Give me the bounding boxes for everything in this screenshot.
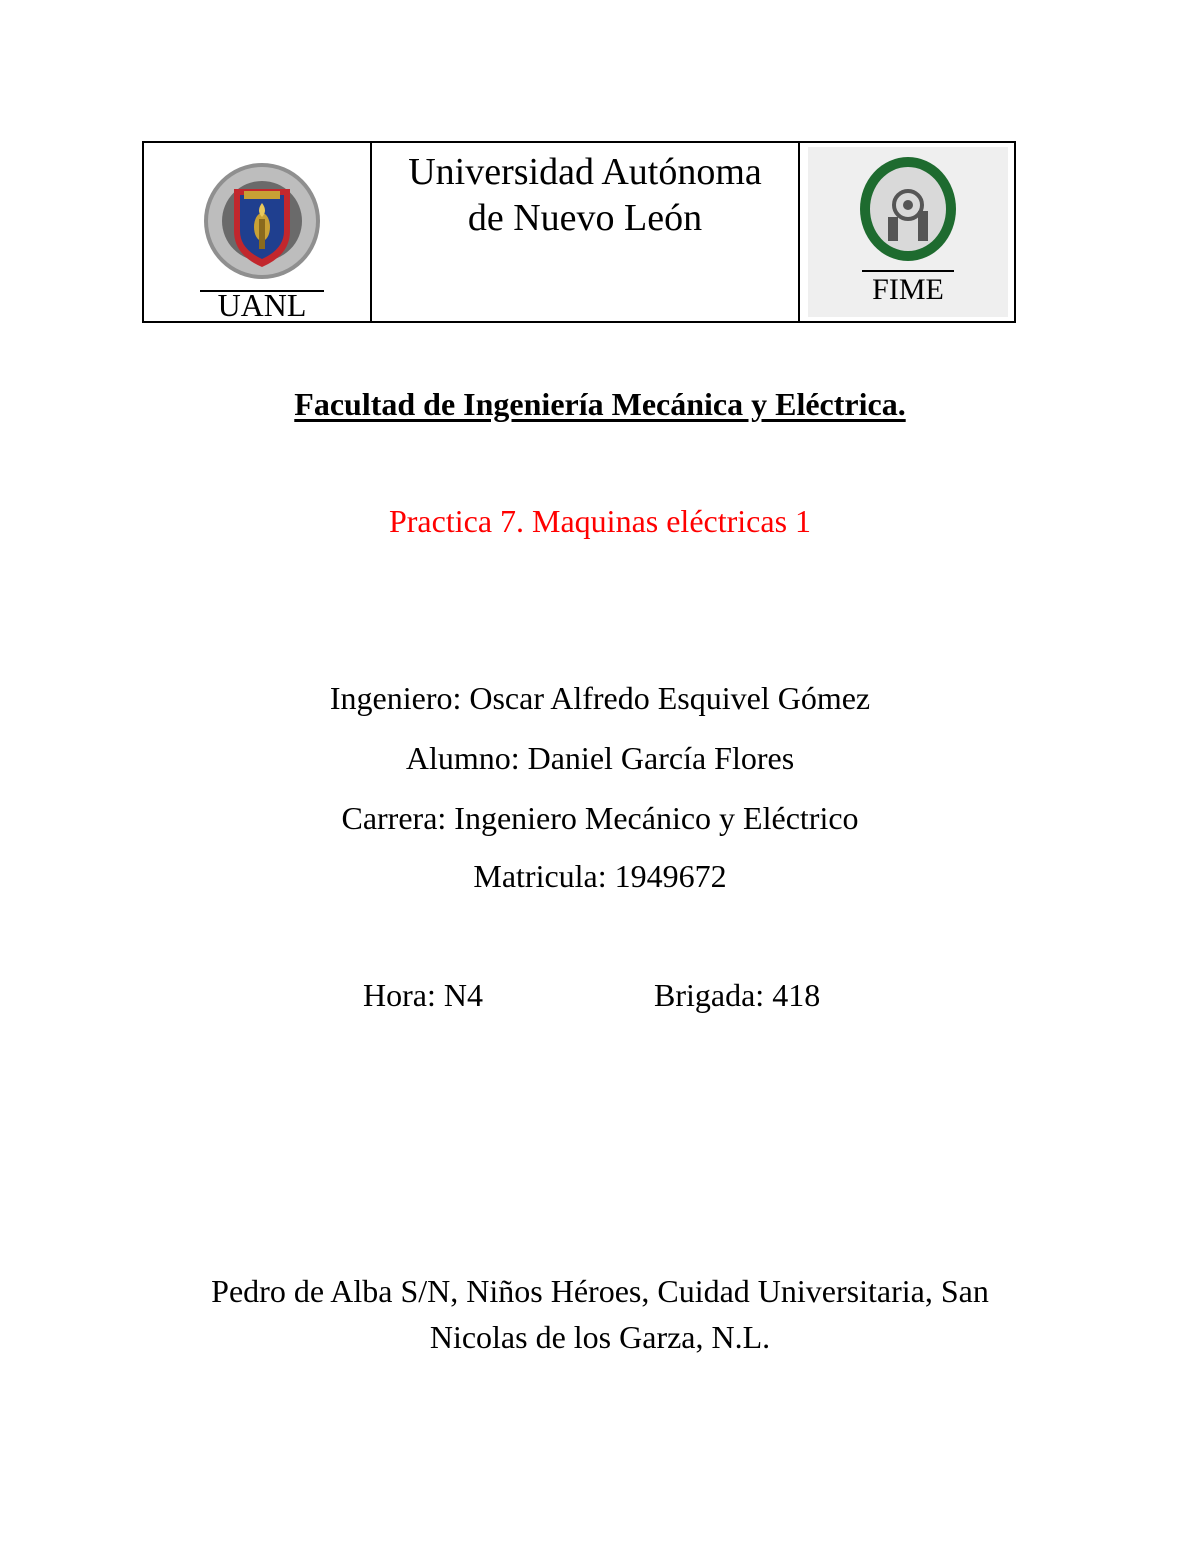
carrera-line: Carrera: Ingeniero Mecánico y Eléctrico — [341, 800, 859, 836]
header-divider-right — [798, 143, 800, 321]
alumno-line: Alumno: Daniel García Flores — [405, 740, 795, 776]
practice-title: Practica 7. Maquinas eléctricas 1 — [388, 503, 812, 539]
address-line1: Pedro de Alba S/N, Niños Héroes, Cuidad Universitaria, San — [211, 1273, 989, 1309]
university-name-line1: Universidad Autónoma — [408, 151, 762, 193]
matricula-line: Matricula: 1949672 — [473, 858, 727, 894]
address — [0, 1268, 1200, 1360]
fime-logo-text: FIME — [872, 273, 944, 306]
address-line2: Nicolas de los Garza, N.L. — [429, 1319, 771, 1355]
hora-line: Hora: N4 — [363, 977, 483, 1013]
faculty-title: Facultad de Ingeniería Mecánica y Eléctrica. — [294, 386, 906, 422]
ingeniero-line: Ingeniero: Oscar Alfredo Esquivel Gómez — [329, 680, 871, 716]
uanl-seal-logo — [192, 159, 332, 319]
university-name — [372, 149, 798, 241]
header-table — [142, 141, 1016, 323]
brigada-line: Brigada: 418 — [654, 977, 821, 1013]
university-name-line2: de Nuevo León — [467, 197, 703, 239]
fime-seal-logo — [808, 147, 1008, 317]
uanl-logo-text: UANL — [217, 287, 307, 319]
